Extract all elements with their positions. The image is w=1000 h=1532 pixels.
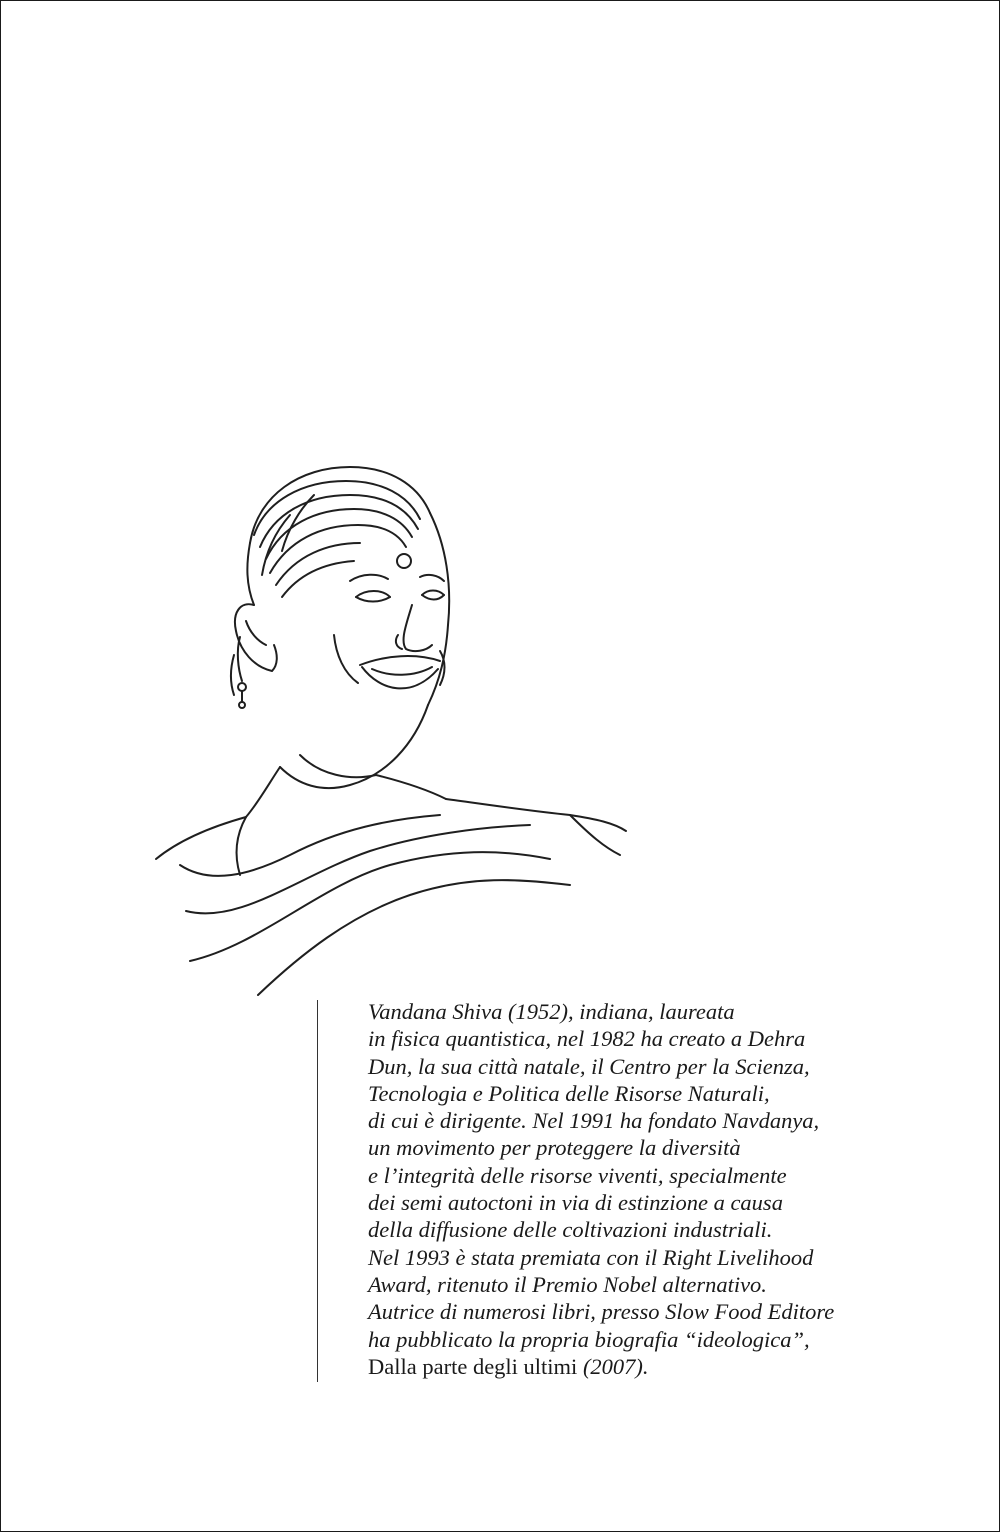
bio-line: Nel 1993 è stata premiata con il Right Livelihood: [368, 1244, 814, 1270]
book-year: (2007).: [577, 1353, 649, 1379]
biography-text: [368, 998, 928, 1380]
bio-line: in fisica quantistica, nel 1982 ha creato a Dehra: [368, 1026, 806, 1052]
bio-line: ha pubblicato la propria biografia “ideologica”,: [368, 1326, 810, 1352]
bio-line: Autrice di numerosi libri, presso Slow Food Editore: [368, 1299, 835, 1325]
bio-line: Vandana Shiva (1952), indiana, laureata: [368, 999, 735, 1024]
portrait-illustration: [150, 455, 630, 1000]
bio-line: Tecnologia e Politica delle Risorse Naturali,: [368, 1080, 770, 1106]
bio-line: Award, ritenuto il Premio Nobel alternativo.: [368, 1271, 767, 1297]
vertical-divider: [317, 1000, 318, 1382]
bio-last-line: [368, 1353, 928, 1380]
bio-line: un movimento per proteggere la diversità: [368, 1135, 741, 1161]
bio-line: e l’integrità delle risorse viventi, specialmente: [368, 1162, 787, 1188]
bio-line: di cui è dirigente. Nel 1991 ha fondato Navdanya,: [368, 1108, 820, 1134]
book-title: Dalla parte degli ultimi: [368, 1353, 578, 1379]
bio-line: della diffusione delle coltivazioni industriali.: [368, 1217, 773, 1243]
bio-line: Dun, la sua città natale, il Centro per la Scienza,: [368, 1053, 810, 1079]
bio-line: dei semi autoctoni in via di estinzione a causa: [368, 1190, 783, 1216]
